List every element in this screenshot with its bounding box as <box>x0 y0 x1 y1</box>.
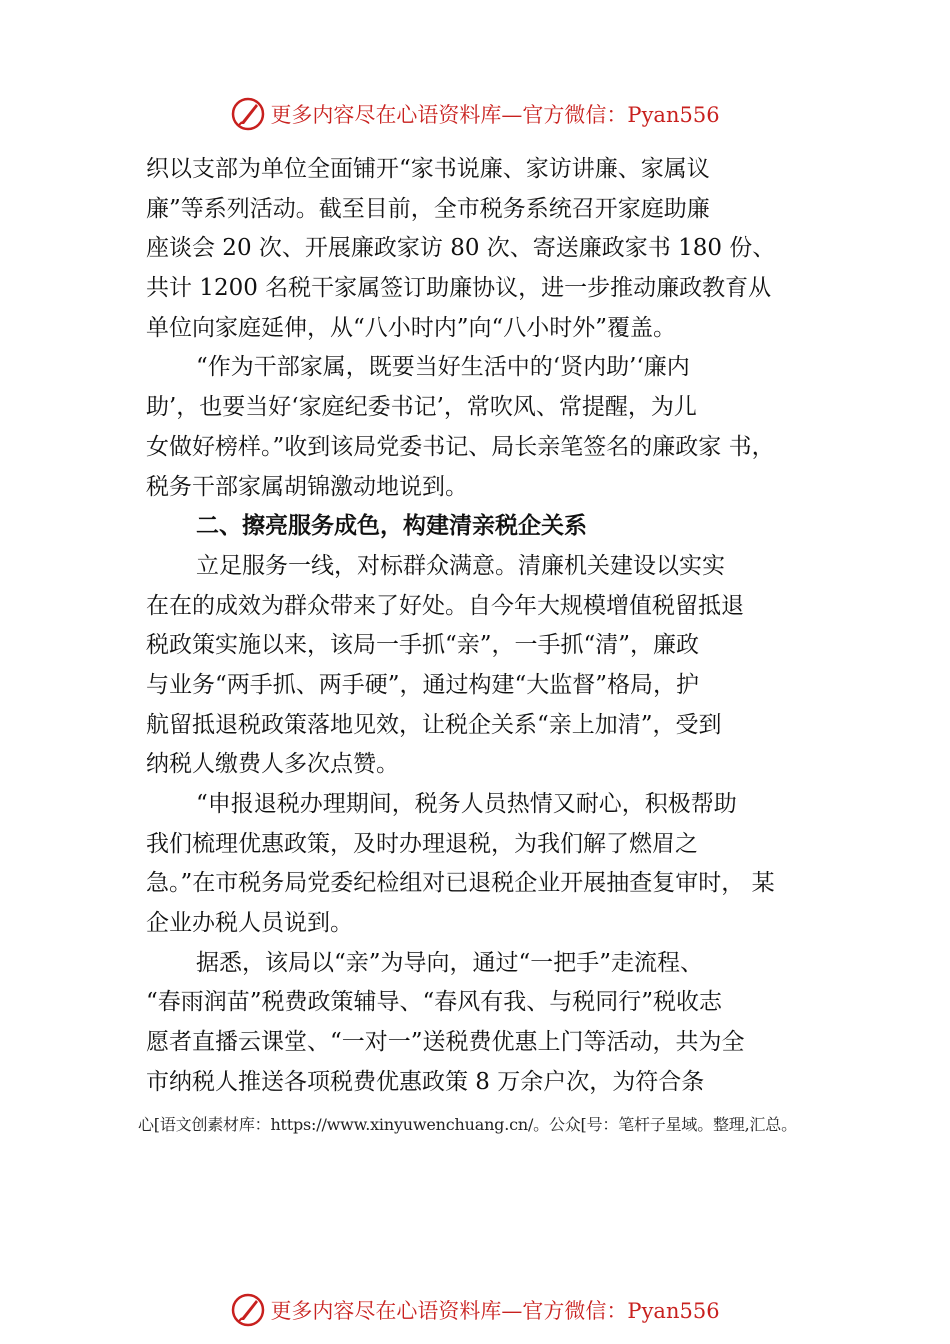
source-note: 心[语文创素材库：https://www.xinyuwenchuang.cn/。公众[号：笔杆子星域。整理,汇总。 <box>138 1115 797 1134</box>
text-line: 织以支部为单位全面铺开“家书说廉、家访讲廉、家属议 <box>146 156 710 182</box>
text-line: 我们梳理优惠政策，及时办理退税，为我们解了燃眉之 <box>146 830 698 857</box>
text-line: 据悉，该局以“亲”为导向，通过“一把手”走流程、 <box>196 949 704 976</box>
header-banner <box>0 92 950 136</box>
quill-logo-icon <box>230 96 266 132</box>
banner-text: 更多内容尽在心语资料库—官方微信：Pyan556 <box>270 1299 720 1323</box>
quill-logo-icon <box>230 1292 266 1328</box>
text-line: 与业务“两手抓、两手硬”，通过构建“大监督”格局，护 <box>146 671 700 698</box>
text-line: “春雨润苗”税费政策辅导、“春风有我、与税同行”税收志 <box>146 989 723 1016</box>
text-line: 纳税人缴费人多次点赞。 <box>146 751 399 778</box>
text-line: 单位向家庭延伸，从“八小时内”向“八小时外”覆盖。 <box>146 314 677 341</box>
text-line: 女做好榜样。”收到该局党委书记、局长亲笔签名的廉政家 书， <box>146 433 775 460</box>
text-line: 急。”在市税务局党委纪检组对已退税企业开展抽查复审时， 某 <box>146 870 775 897</box>
text-line: “申报退税办理期间，税务人员热情又耐心，积极帮助 <box>196 791 737 817</box>
text-line: 廉”等系列活动。截至目前，全市税务系统召开家庭助廉 <box>146 195 710 222</box>
text-line: “作为干部家属，既要当好生活中的‘贤内助’‘廉内 <box>196 354 690 381</box>
text-line: 共计 1200 名税干家属签订助廉协议，进一步推动廉政教育从 <box>146 275 772 302</box>
section-heading: 二、擦亮服务成色，构建清亲税企关系 <box>196 513 587 540</box>
text-line: 愿者直播云课堂、“一对一”送税费优惠上门等活动，共为全 <box>146 1029 745 1056</box>
text-line: 立足服务一线，对标群众满意。清廉机关建设以实实 <box>196 552 725 579</box>
text-line: 航留抵退税政策落地见效，让税企关系“亲上加清”，受到 <box>146 711 722 738</box>
text-line: 税务干部家属胡锦激动地说到。 <box>146 473 468 500</box>
text-line: 座谈会 20 次、开展廉政家访 80 次、寄送廉政家书 180 份、 <box>146 235 776 262</box>
text-line: 税政策实施以来，该局一手抓“亲”，一手抓“清”，廉政 <box>146 632 700 659</box>
text-line: 在在的成效为群众带来了好处。自今年大规模增值税留抵退 <box>146 592 744 619</box>
banner-text: 更多内容尽在心语资料库—官方微信：Pyan556 <box>270 103 720 127</box>
text-line: 企业办税人员说到。 <box>146 910 353 937</box>
document-body <box>146 150 836 1103</box>
footer-banner <box>0 1288 950 1332</box>
text-line: 市纳税人推送各项税费优惠政策 8 万余户次，为符合条 <box>146 1068 705 1095</box>
text-line: 助’，也要当好‘家庭纪委书记’，常吹风、常提醒，为儿 <box>146 394 697 421</box>
